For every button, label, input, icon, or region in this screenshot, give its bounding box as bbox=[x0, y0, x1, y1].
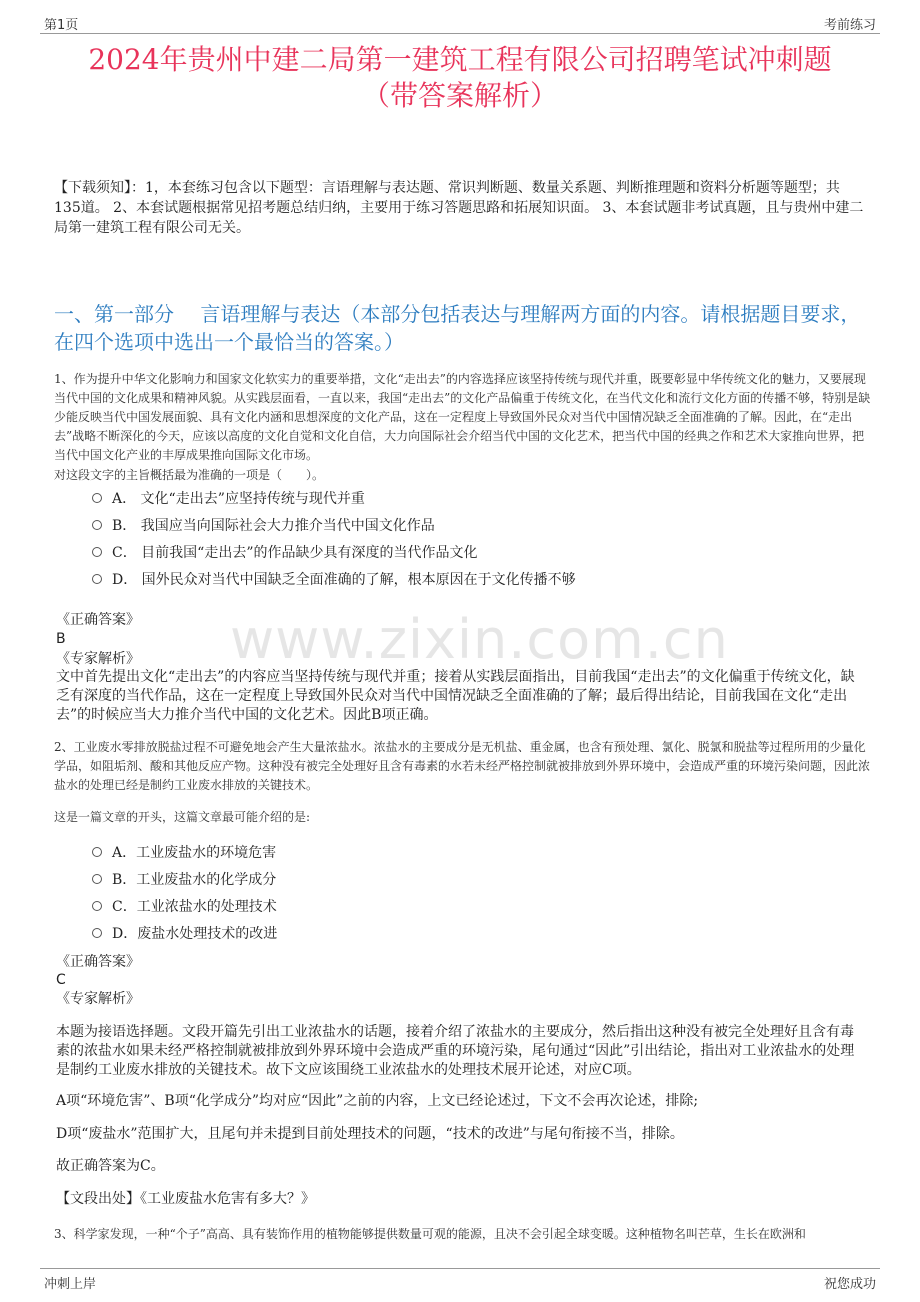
option-c[interactable] bbox=[92, 892, 277, 919]
option-label: A．工业废盐水的环境危害 bbox=[112, 844, 277, 861]
option-label: C． 目前我国“走出去”的作品缺少具有深度的当代作品文化 bbox=[112, 544, 478, 561]
radio-icon[interactable] bbox=[92, 874, 102, 884]
answer-label: 《正确答案》 bbox=[56, 954, 140, 970]
question-1-options bbox=[92, 484, 576, 592]
option-label: B．工业废盐水的化学成分 bbox=[112, 871, 277, 888]
option-label: D．废盐水处理技术的改进 bbox=[112, 925, 278, 942]
question-2-prompt: 这是一篇文章的开头，这篇文章最可能介绍的是: bbox=[54, 810, 311, 824]
title-line-2: （带答案解析） bbox=[361, 79, 558, 112]
analysis-label: 《专家解析》 bbox=[56, 991, 140, 1007]
radio-icon[interactable] bbox=[92, 847, 102, 857]
page-number: 第1页 bbox=[44, 18, 79, 33]
source-citation: 【文段出处】《工业废盐水危害有多大？》 bbox=[56, 1191, 315, 1207]
radio-icon[interactable] bbox=[92, 493, 102, 503]
option-label: A． 文化“走出去”应坚持传统与现代并重 bbox=[112, 490, 365, 507]
option-d[interactable] bbox=[92, 919, 277, 946]
question-3-stem: 3、科学家发现，一种“个子”高高、具有装饰作用的植物能够提供数量可观的能源，且决不会引起全球变暖。这种植物名叫芒草，生长在欧洲和 bbox=[54, 1227, 806, 1241]
option-b[interactable] bbox=[92, 865, 277, 892]
radio-icon[interactable] bbox=[92, 901, 102, 911]
option-label: D． 国外民众对当代中国缺乏全面准确的了解，根本原因在于文化传播不够 bbox=[112, 571, 576, 588]
analysis-text: 故正确答案为C。 bbox=[56, 1158, 165, 1174]
header-tag: 考前练习 bbox=[823, 18, 876, 33]
analysis-text: A项“环境危害”、B项“化学成分”均对应“因此”之前的内容，上文已经论述过，下文不会再次论述，排除; bbox=[56, 1093, 699, 1109]
answer-value: C bbox=[56, 972, 66, 988]
answer-value: B bbox=[56, 631, 66, 647]
title-line-1: 2024年贵州中建二局第一建筑工程有限公司招聘笔试冲刺题 bbox=[88, 43, 832, 76]
header-divider bbox=[40, 33, 880, 34]
document-title bbox=[40, 42, 880, 114]
question-2-stem: 2、工业废水零排放脱盐过程不可避免地会产生大量浓盐水。浓盐水的主要成分是无机盐、重金属，也含有预处理、氯化、脱氯和脱盐等过程所用的少量化学品，如阻垢剂、酸和其他反应产物。这种没有被完全处理好且含有毒素的水若未经严格控制就被排放到外界环境中，会造成严重的环境污染问题，因此浓盐水的处理已经是制约工业废水排放的关键技术。 bbox=[54, 740, 871, 792]
page-header bbox=[0, 0, 920, 34]
option-a[interactable] bbox=[92, 484, 576, 511]
section-heading: 一、第一部分 言语理解与表达（本部分包括表达与理解两方面的内容。请根据题目要求，在四个选项中选出一个最恰当的答案。） bbox=[54, 302, 861, 354]
question-2-options bbox=[92, 838, 277, 946]
option-label: B． 我国应当向国际社会大力推介当代中国文化作品 bbox=[112, 517, 435, 534]
radio-icon[interactable] bbox=[92, 520, 102, 530]
question-1-stem: 1、作为提升中华文化影响力和国家文化软实力的重要举措，文化“走出去”的内容选择应该坚持传统与现代并重，既要彰显中华传统文化的魅力，又要展现当代中国的文化成果和精神风貌。从实践层面看，一直以来，我国“走出去”的文化产品偏重于传统文化，在当代文化和流行文化方面的传播不够，特别是缺少能反映当代中国发展面貌、具有文化内涵和思想深度的文化产品，这在一定程度上导致国外民众对当代中国情况缺乏全面准确的了解。因此，在“走出去”战略不断深化的今天，应该以高度的文化自觉和文化自信，大力向国际社会介绍当代中国的文化艺术，把当代中国的经典之作和艺术大家推向世界，把当代中国文化产业的丰厚成果推向国际文化市场。 bbox=[54, 372, 871, 462]
download-notice: 【下载须知】：1，本套练习包含以下题型：言语理解与表达题、常识判断题、数量关系题、判断推理题和资料分析题等题型；共135道。 2、本套试题根据常见招考题总结归纳，主要用于练习答题思路和拓展知识面。 3、本套试题非考试真题，且与贵州中建二局第一建筑工程有限公司无关。 bbox=[54, 180, 864, 236]
option-label: C．工业浓盐水的处理技术 bbox=[112, 898, 277, 915]
footer-divider bbox=[40, 1268, 880, 1269]
radio-icon[interactable] bbox=[92, 574, 102, 584]
analysis-label: 《专家解析》 bbox=[56, 651, 140, 667]
question-1-prompt: 对这段文字的主旨概括最为准确的一项是（ ）。 bbox=[54, 468, 325, 482]
footer-left: 冲刺上岸 bbox=[44, 1277, 97, 1292]
option-c[interactable] bbox=[92, 538, 576, 565]
option-b[interactable] bbox=[92, 511, 576, 538]
radio-icon[interactable] bbox=[92, 928, 102, 938]
option-d[interactable] bbox=[92, 565, 576, 592]
analysis-text: 文中首先提出文化“走出去”的内容应当坚持传统与现代并重；接着从实践层面指出，目前我国“走出去”的文化偏重于传统文化，缺乏有深度的当代作品，这在一定程度上导致国外民众对当代中国情况缺乏全面准确的了解；最后得出结论，目前我国在文化“走出去”的时候应当大力推介当代中国的文化艺术。因此B项正确。 bbox=[56, 669, 855, 723]
analysis-text: 本题为接语选择题。文段开篇先引出工业浓盐水的话题，接着介绍了浓盐水的主要成分，然后指出这种没有被完全处理好且含有毒素的浓盐水如果未经严格控制就被排放到外界环境中会造成严重的环境污染，尾句通过“因此”引出结论，指出对工业浓盐水的处理是制约工业废水排放的关键技术。故下文应该围绕工业浓盐水的处理技术展开论述，对应C项。 bbox=[56, 1024, 855, 1078]
analysis-text: D项“废盐水”范围扩大，且尾句并未提到目前处理技术的问题，“技术的改进”与尾句衔接不当，排除。 bbox=[56, 1126, 684, 1142]
watermark: www.zixin.com.cn bbox=[230, 608, 729, 671]
radio-icon[interactable] bbox=[92, 547, 102, 557]
answer-label: 《正确答案》 bbox=[56, 612, 140, 628]
option-a[interactable] bbox=[92, 838, 277, 865]
footer-right: 祝您成功 bbox=[823, 1277, 876, 1292]
